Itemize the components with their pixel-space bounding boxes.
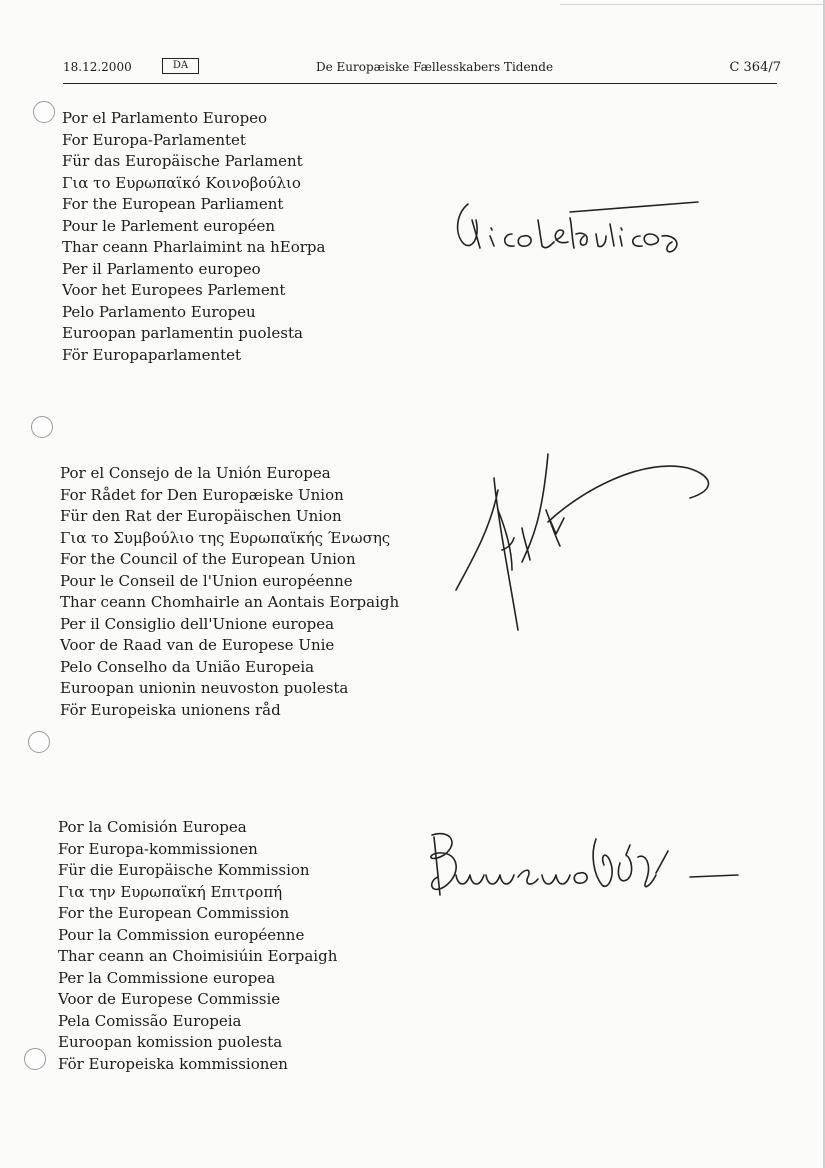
signatory-line: Für die Europäische Kommission xyxy=(58,861,310,879)
signatory-line: För Europaparlamentet xyxy=(62,345,242,364)
signatory-line: Für das Europäische Parlament xyxy=(62,152,303,170)
signatory-line: Per la Commissione europea xyxy=(58,968,276,987)
signatory-line: For Europa-kommissionen xyxy=(58,839,258,858)
punch-hole xyxy=(24,1048,46,1070)
signatory-line: Euroopan parlamentin puolesta xyxy=(62,324,303,342)
signatory-line: Για το Συμβούλιο της Ευρωπαϊκής Ένωσης xyxy=(60,528,391,547)
council-signature-block xyxy=(60,463,399,721)
signatory-line: Pour le Parlement européen xyxy=(62,216,276,235)
parliament-handwritten-signature xyxy=(450,190,700,265)
signatory-line: Pelo Parlamento Europeu xyxy=(62,302,256,321)
signatory-line: För Europeiska kommissionen xyxy=(58,1054,288,1073)
signatory-line: Voor het Europees Parlement xyxy=(62,281,286,299)
header-rule xyxy=(63,83,777,84)
signatory-line: For Rådet for Den Europæiske Union xyxy=(60,485,344,504)
signatory-line: Pour le Conseil de l'Union européenne xyxy=(60,571,353,590)
signatory-line: Euroopan komission puolesta xyxy=(58,1033,283,1051)
signatory-line: Για την Ευρωπαϊκή Επιτροπή xyxy=(58,882,283,901)
signatory-line: For the European Parliament xyxy=(62,195,284,213)
signatory-line: Pelo Conselho da União Europeia xyxy=(60,657,315,676)
signatory-line: Per il Parlamento europeo xyxy=(62,259,261,278)
publication-date: 18.12.2000 xyxy=(63,60,132,74)
signatory-line: Pour la Commission européenne xyxy=(58,925,305,944)
signatory-line: Thar ceann Chomhairle an Aontais Eorpaigh xyxy=(60,593,400,611)
signatory-line: Voor de Europese Commissie xyxy=(58,990,281,1008)
signatory-line: Για το Ευρωπαϊκό Κοινοβούλιο xyxy=(62,173,301,192)
signatory-line: Pela Comissão Europeia xyxy=(58,1011,242,1030)
commission-signature-block xyxy=(58,817,337,1075)
signatory-line: Por el Consejo de la Unión Europea xyxy=(60,464,331,482)
signatory-line: Euroopan unionin neuvoston puolesta xyxy=(60,679,349,697)
parliament-signature-block xyxy=(62,108,325,366)
scan-top-edge xyxy=(560,4,825,5)
page-reference: C 364/7 xyxy=(729,60,781,75)
signatory-line: För Europeiska unionens råd xyxy=(60,700,281,719)
signatory-line: Por la Comisión Europea xyxy=(58,818,247,836)
punch-hole xyxy=(33,101,55,123)
signatory-line: Per il Consiglio dell'Unione europea xyxy=(60,614,335,633)
council-handwritten-signature xyxy=(452,450,717,655)
punch-hole xyxy=(31,416,53,438)
commission-handwritten-signature xyxy=(420,825,745,905)
signatory-line: Thar ceann Pharlaimint na hEorpa xyxy=(62,238,326,256)
language-badge: DA xyxy=(162,58,199,74)
signatory-line: Für den Rat der Europäischen Union xyxy=(60,507,342,525)
signatory-line: For Europa-Parlamentet xyxy=(62,130,246,149)
signatory-line: For the European Commission xyxy=(58,904,290,922)
journal-title: De Europæiske Fællesskabers Tidende xyxy=(316,60,554,74)
signatory-line: Voor de Raad van de Europese Unie xyxy=(60,636,335,654)
signatory-line: Thar ceann an Choimisiúin Eorpaigh xyxy=(58,947,338,965)
signatory-line: Por el Parlamento Europeo xyxy=(62,109,268,127)
page-header xyxy=(63,60,781,78)
punch-hole xyxy=(28,731,50,753)
signatory-line: For the Council of the European Union xyxy=(60,550,356,568)
